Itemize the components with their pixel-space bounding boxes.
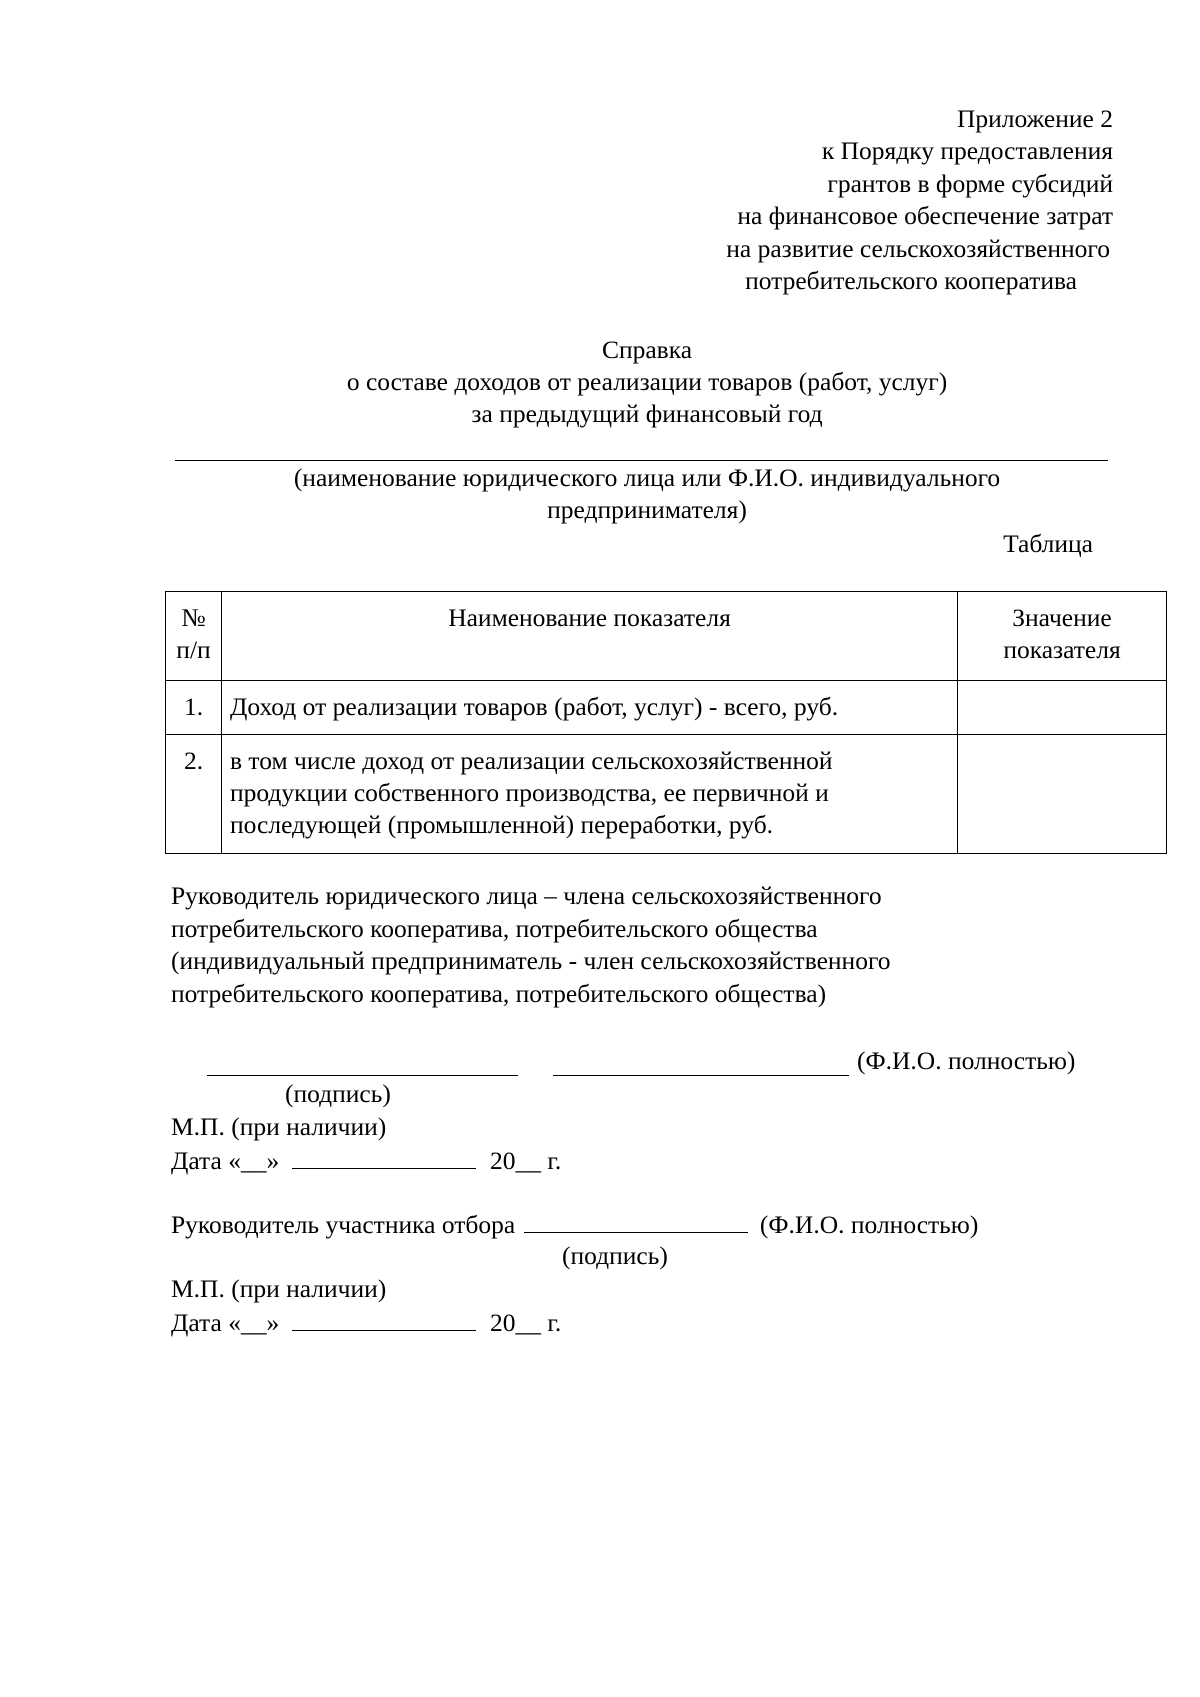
header-value-line: показателя	[1003, 635, 1121, 664]
table-label: Таблица	[1003, 529, 1093, 558]
row-value-cell[interactable]	[958, 735, 1167, 854]
head-paragraph-line: (индивидуальный предприниматель - член сельскохозяйственного	[171, 946, 891, 975]
annex-line: Приложение 2	[957, 104, 1113, 133]
row-name	[222, 735, 958, 854]
document-subtitle: о составе доходов от реализации товаров (работ, услуг)	[346, 367, 948, 396]
row-value-cell[interactable]	[958, 681, 1167, 735]
header-name: Наименование показателя	[222, 592, 958, 681]
head-paragraph-line: Руководитель юридического лица – члена сельскохозяйственного	[171, 881, 882, 910]
participant-head-label: Руководитель участника отбора	[171, 1210, 516, 1239]
table-row	[166, 735, 1167, 854]
header-value-line: Значение	[1012, 603, 1112, 632]
participant-fio-caption: (Ф.И.О. полностью)	[759, 1210, 979, 1239]
row-name: Доход от реализации товаров (работ, услуг) - всего, руб.	[222, 681, 958, 735]
annex-line: к Порядку предоставления	[821, 136, 1113, 166]
table-row	[166, 681, 1167, 735]
participant-signature-caption: (подпись)	[562, 1241, 668, 1270]
date-label: Дата «__»	[171, 1146, 280, 1175]
document-title: Справка	[601, 335, 693, 364]
date-month-line[interactable]	[292, 1144, 476, 1169]
head-paragraph-line: потребительского кооператива, потребительского общества)	[171, 978, 827, 1008]
entity-name-line[interactable]	[175, 460, 1108, 461]
date-month-line[interactable]	[292, 1306, 476, 1331]
row-num: 1.	[166, 681, 222, 735]
participant-signature-line[interactable]	[524, 1208, 748, 1233]
entity-caption-line: предпринимателя)	[547, 495, 747, 524]
header-value	[958, 592, 1167, 681]
head-paragraph	[171, 880, 891, 1010]
annex-line: потребительского кооператива	[745, 265, 1077, 295]
income-table	[165, 591, 1167, 854]
entity-caption-line: (наименование юридического лица или Ф.И.О. индивидуального	[293, 463, 1001, 492]
signature-caption: (подпись)	[285, 1079, 391, 1108]
date-label: Дата «__»	[171, 1308, 280, 1337]
header-num-line: п/п	[176, 635, 211, 664]
signature-line[interactable]	[207, 1075, 518, 1076]
header-num	[166, 592, 222, 681]
annex-line: грантов в форме субсидий	[827, 168, 1113, 198]
fio-caption: (Ф.И.О. полностью)	[857, 1046, 1076, 1075]
row-name-line: продукции собственного производства, ее первичной и	[230, 778, 829, 807]
document-subtitle: за предыдущий финансовый год	[471, 399, 823, 428]
document-heading	[0, 334, 1200, 430]
row-name-line: в том числе доход от реализации сельскохозяйственной	[230, 746, 833, 775]
date-year: 20__ г.	[489, 1308, 562, 1337]
annex-line: на развитие сельскохозяйственного	[726, 233, 1110, 263]
row-name-line: последующей (промышленной) переработки, руб.	[230, 810, 774, 839]
table-header-row	[166, 592, 1167, 681]
head-paragraph-line: потребительского кооператива, потребительского общества	[171, 913, 818, 943]
stamp-label: М.П. (при наличии)	[171, 1274, 387, 1303]
annex-header	[726, 103, 1113, 297]
fio-line[interactable]	[553, 1075, 849, 1076]
header-num-line: №	[181, 603, 206, 632]
date-year: 20__ г.	[489, 1146, 562, 1175]
date-row	[171, 1306, 561, 1339]
entity-caption	[0, 462, 1200, 526]
date-row	[171, 1144, 561, 1177]
stamp-label: М.П. (при наличии)	[171, 1112, 387, 1141]
participant-head-row	[171, 1208, 978, 1241]
row-num: 2.	[166, 735, 222, 854]
annex-line: на финансовое обеспечение затрат	[737, 201, 1113, 231]
